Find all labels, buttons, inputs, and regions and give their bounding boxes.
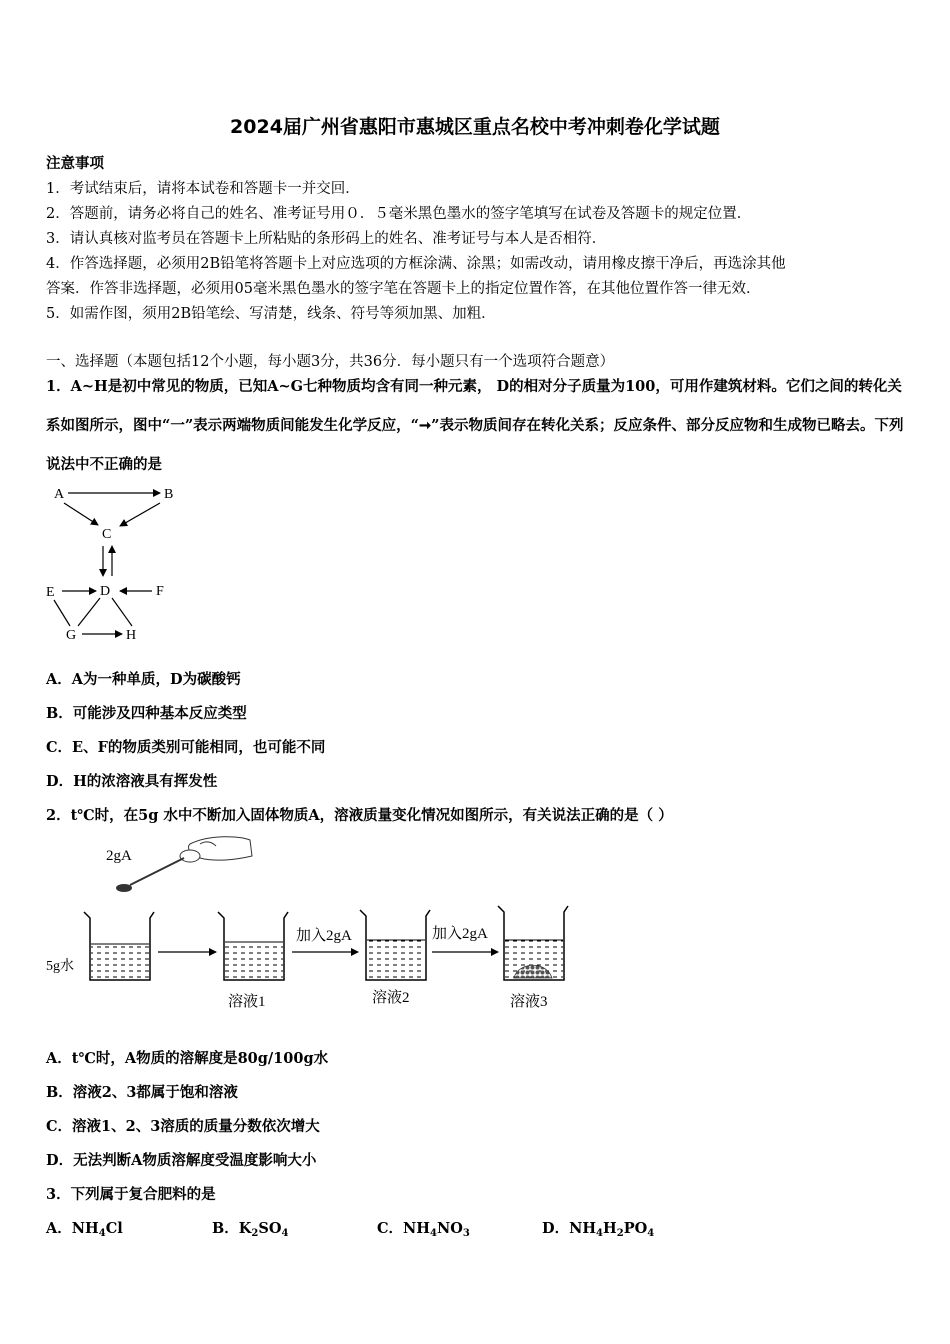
beaker-solution-3 bbox=[498, 906, 568, 980]
section-heading: 一、选择题（本题包括12个小题，每小题3分，共36分．每小题只有一个选项符合题意） bbox=[46, 354, 615, 370]
q3-option-d: D．$NH_4H_2PO_4$ bbox=[542, 1220, 655, 1239]
q3-option-c: C．$NH_4NO_3$ bbox=[377, 1220, 470, 1239]
notice-item: 3．请认真核对监考员在答题卡上所粘贴的条形码上的姓名、准考证号与本人是否相符． bbox=[46, 231, 607, 247]
node-e: E bbox=[46, 585, 55, 600]
q1-option-c: C．E、F的物质类别可能相同，也可能不同 bbox=[46, 739, 326, 756]
q1-option-d: D．H的浓溶液具有挥发性 bbox=[46, 773, 218, 790]
q2-solution-figure bbox=[40, 830, 580, 1020]
q1-option-a: A．A为一种单质，D为碳酸钙 bbox=[46, 671, 241, 688]
q2-option-c: C．溶液1、2、3溶质的质量分数依次增大 bbox=[46, 1118, 320, 1135]
arrow-b-c bbox=[120, 503, 160, 526]
beaker-solution-1 bbox=[218, 912, 288, 980]
notice-item: 2．答题前，请务必将自己的姓名、准考证号用０．５毫米黑色墨水的签字笔填写在试卷及答题卡的规定位置． bbox=[46, 206, 752, 222]
line-d-h bbox=[112, 598, 132, 626]
notice-item: 4．作答选择题，必须用2B铅笔将答题卡上对应选项的方框涂满、涂黑；如需改动，请用橡皮擦干净后，再选涂其他 bbox=[46, 256, 786, 272]
node-g: G bbox=[66, 628, 77, 643]
beaker-solution-2 bbox=[360, 910, 430, 980]
arrow-a-c bbox=[64, 503, 98, 525]
node-c: C bbox=[102, 527, 112, 542]
solution-3-label: 溶液3 bbox=[510, 994, 548, 1010]
node-d: D bbox=[100, 584, 111, 599]
add-label-1: 加入2gA bbox=[296, 928, 352, 944]
notice-item: 答案．作答非选择题，必须用05毫米黑色墨水的签字笔在答题卡上的指定位置作答，在其他位置作答一律无效． bbox=[46, 281, 761, 297]
q2-option-b: B．溶液2、3都属于饱和溶液 bbox=[46, 1084, 238, 1101]
hand-with-spoon bbox=[116, 837, 252, 892]
node-b: B bbox=[164, 487, 174, 502]
question-2-stem: 2．t℃时，在5g 水中不断加入固体物质A，溶液质量变化情况如图所示，有关说法正确的是（ ） bbox=[46, 807, 673, 824]
q1-reaction-diagram bbox=[40, 478, 190, 648]
node-a: A bbox=[54, 487, 65, 502]
node-f: F bbox=[156, 584, 164, 599]
node-h: H bbox=[126, 628, 137, 643]
beaker-water bbox=[84, 912, 154, 980]
q3-option-a: A．$NH_4Cl$ bbox=[46, 1220, 123, 1239]
notice-heading: 注意事项 bbox=[46, 155, 104, 172]
question-1-stem: 1．A~H是初中常见的物质，已知A~G七种物质均含有同一种元素， D的相对分子质量为100，可用作建筑材料。它们之间的转化关系如图所示，图中“一”表示两端物质间能发生化学反应，“➞”表示物质间存在转化关系；反应条件、部分反应物和生成物已略去。下列说法中不正确的是 bbox=[46, 378, 904, 473]
q2-option-d: D．无法判断A物质溶解度受温度影响大小 bbox=[46, 1152, 317, 1169]
notice-item: 5．如需作图，须用2B铅笔绘、写清楚，线条、符号等须加黑、加粗． bbox=[46, 306, 496, 322]
line-e-g bbox=[54, 600, 70, 626]
water-label: 5g水 bbox=[46, 959, 74, 974]
q3-option-b: B．$K_2SO_4$ bbox=[212, 1220, 289, 1239]
q1-option-b: B．可能涉及四种基本反应类型 bbox=[46, 705, 247, 722]
question-3-stem: 3．下列属于复合肥料的是 bbox=[46, 1186, 216, 1203]
q2-option-a: A．t℃时，A物质的溶解度是80g/100g水 bbox=[46, 1050, 329, 1067]
page-title: 2024届广州省惠阳市惠城区重点名校中考冲刺卷化学试题 bbox=[230, 116, 720, 138]
add-label-2: 加入2gA bbox=[432, 926, 488, 942]
line-g-d bbox=[78, 598, 100, 626]
notice-item: 1．考试结束后，请将本试卷和答题卡一并交回． bbox=[46, 181, 360, 197]
solution-2-label: 溶液2 bbox=[372, 990, 410, 1006]
solution-1-label: 溶液1 bbox=[228, 994, 266, 1010]
spoon-label: 2gA bbox=[106, 848, 132, 864]
